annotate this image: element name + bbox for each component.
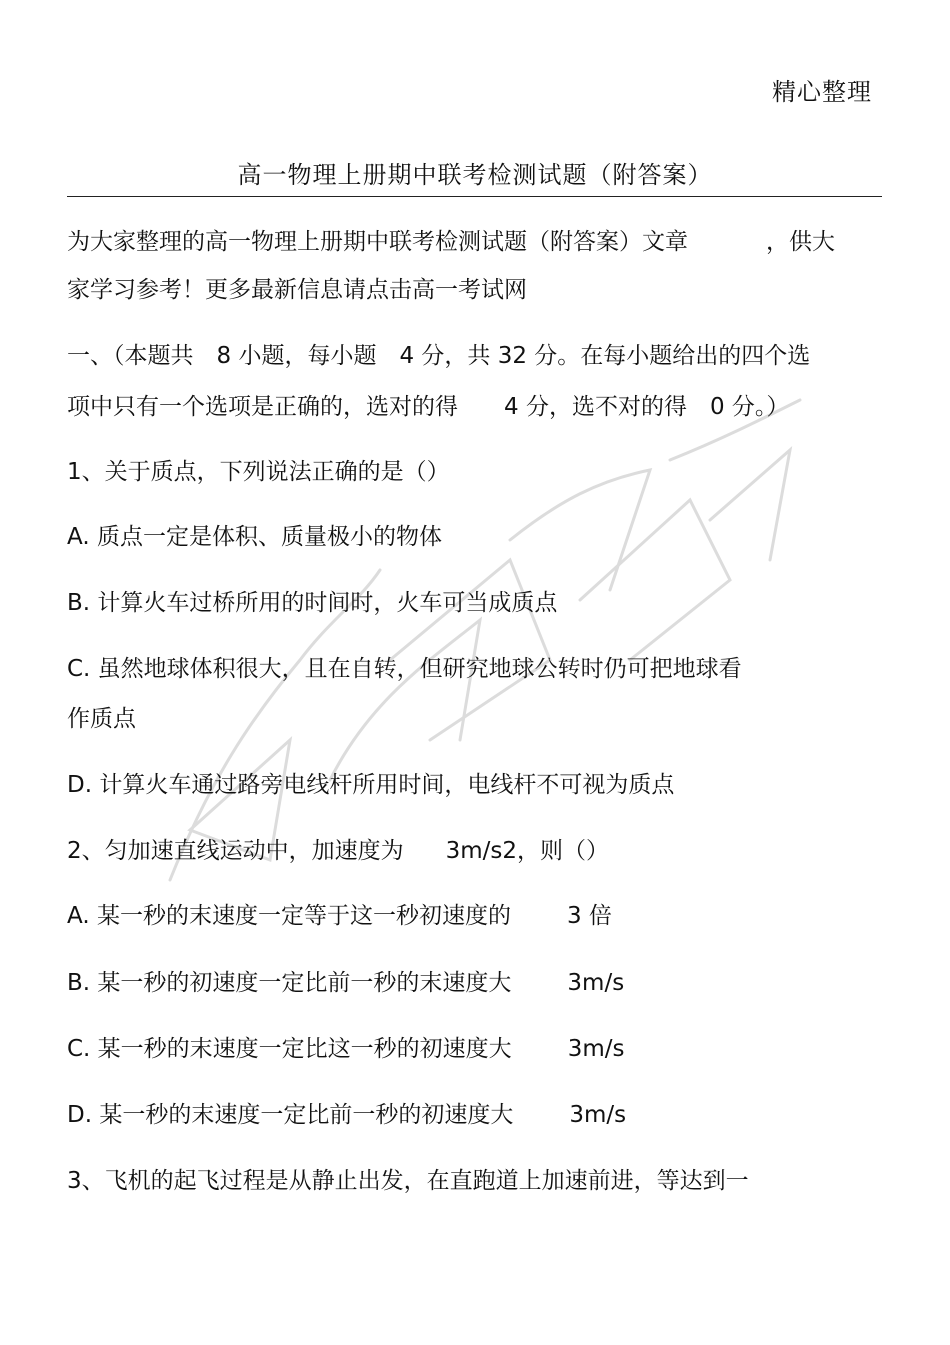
question-1-option-a: A. 质点一定是体积、质量极小的物体 — [67, 524, 442, 550]
question-2-stem-b: 3m/s2，则（） — [445, 838, 610, 864]
option-value: 3m/s — [567, 970, 625, 996]
question-2-stem — [67, 836, 609, 866]
section-instruction-text-a: 项中只有一个选项是正确的，选对的得 — [67, 394, 458, 420]
question-1-stem: 1、关于质点，下列说法正确的是（） — [67, 459, 450, 485]
title-divider — [67, 196, 882, 197]
question-1-option-d: D. 计算火车通过路旁电线杆所用时间，电线杆不可视为质点 — [67, 772, 675, 798]
section-instruction-text-b: 4 分，选不对的得 0 分。） — [504, 394, 790, 420]
question-1-option-b: B. 计算火车过桥所用的时间时，火车可当成质点 — [67, 590, 558, 616]
section-instruction-line-2 — [67, 392, 789, 422]
intro-text-a: 为大家整理的高一物理上册期中联考检测试题（附答案）文章 — [67, 229, 688, 255]
option-text: A. 某一秒的末速度一定等于这一秒初速度的 — [67, 903, 511, 929]
page-title: 高一物理上册期中联考检测试题（附答案） — [237, 161, 713, 189]
question-1-option-c: C. 虽然地球体积很大，且在自转，但研究地球公转时仍可把地球看 — [67, 656, 742, 682]
question-2-option-d — [67, 1100, 626, 1130]
question-3-stem: 3、飞机的起飞过程是从静止出发，在直跑道上加速前进，等达到一 — [67, 1168, 749, 1194]
question-2-option-a — [67, 901, 612, 931]
option-value: 3 倍 — [566, 903, 612, 929]
intro-line-2: 家学习参考！更多最新信息请点击高一考试网 — [67, 277, 527, 303]
question-2-option-c — [67, 1034, 624, 1064]
option-value: 3m/s — [567, 1036, 625, 1062]
option-text: D. 某一秒的末速度一定比前一秒的初速度大 — [67, 1102, 514, 1128]
option-text: C. 某一秒的末速度一定比这一秒的初速度大 — [67, 1036, 512, 1062]
header-tag: 精心整理 — [772, 78, 872, 106]
option-value: 3m/s — [569, 1102, 627, 1128]
question-2-option-b — [67, 968, 624, 998]
section-instruction-line-1: 一、（本题共 8 小题，每小题 4 分，共 32 分。在每小题给出的四个选 — [67, 343, 811, 369]
intro-line-1 — [67, 227, 835, 257]
question-1-option-c-continued: 作质点 — [67, 706, 136, 732]
question-2-stem-a: 2、匀加速直线运动中，加速度为 — [67, 838, 404, 864]
intro-text-b: ，供大 — [766, 229, 835, 255]
option-text: B. 某一秒的初速度一定比前一秒的末速度大 — [67, 970, 512, 996]
